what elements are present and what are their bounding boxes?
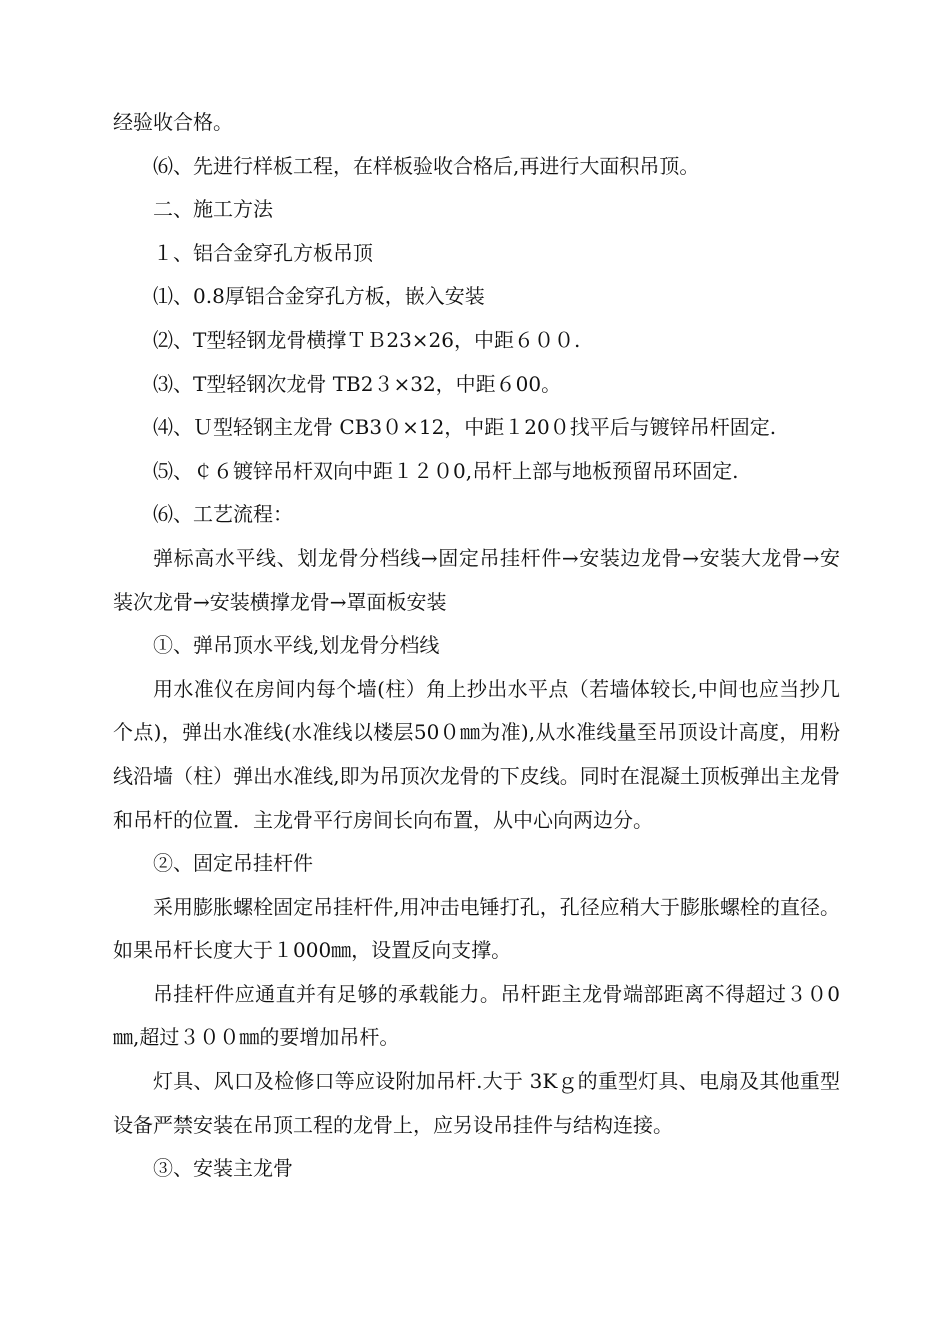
list-item-6: ⑹、工艺流程： [153, 502, 293, 527]
subsection-heading-aluminum-ceiling: １、铝合金穿孔方板吊顶 [153, 240, 373, 265]
list-item-5: ⑸、￠６镀锌吊杆双向中距１２０0,吊杆上部与地板预留吊环固定. [153, 458, 739, 483]
paragraph-sample-project: ⑹、先进行样板工程，在样板验收合格后,再进行大面积吊顶。 [153, 153, 700, 178]
step-body-2a: 采用膨胀螺栓固定吊挂杆件,用冲击电锤打孔，孔径应稍大于膨胀螺栓的直径。如果吊杆长度大于１000㎜，设置反向支撑。 [113, 894, 840, 963]
step-body-2c: 灯具、风口及检修口等应设附加吊杆.大于 3Kｇ的重型灯具、电扇及其他重型设备严禁安装在吊顶工程的龙骨上，应另设吊挂件与结构连接。 [113, 1069, 840, 1137]
step-heading-1: ①、弹吊顶水平线,划龙骨分档线 [153, 633, 440, 658]
step-body-1: 用水准仪在房间内每个墙(柱）角上抄出水平点（若墙体较长,中间也应当抄几个点)，弹出水准线(水准线以楼层50０㎜为准),从水准线量至吊顶设计高度，用粉线沿墙（柱）弹出水准线,即为吊顶次龙骨的下皮线。同时在混凝土顶板弹出主龙骨和吊杆的位置．主龙骨平行房间长向布置，从中心向两边分。 [113, 676, 840, 832]
paragraph-acceptance: 经验收合格。 [113, 110, 233, 134]
list-item-3: ⑶、T型轻钢次龙骨 TB2３×32，中距６00。 [153, 371, 562, 396]
list-item-4: ⑷、Ｕ型轻钢主龙骨 CB3０×12，中距１20０找平后与镀锌吊杆固定. [153, 415, 777, 440]
process-flow: 弹标高水平线、划龙骨分档线→固定吊挂杆件→安装边龙骨→安装大龙骨→安装次龙骨→安装横撑龙骨→罩面板安装 [113, 545, 840, 614]
step-body-2b: 吊挂杆件应通直并有足够的承载能力。吊杆距主龙骨端部距离不得超过３０0㎜,超过３００㎜的要增加吊杆。 [113, 981, 840, 1050]
step-heading-3: ③、安装主龙骨 [153, 1156, 293, 1181]
document-body [113, 101, 840, 1191]
step-heading-2: ②、固定吊挂杆件 [153, 851, 313, 876]
list-item-1: ⑴、0.8厚铝合金穿孔方板，嵌入安装 [153, 284, 485, 309]
list-item-2: ⑵、T型轻钢龙骨横撑ＴＢ23×26，中距６００. [153, 327, 581, 352]
section-heading-construction-method: 二、施工方法 [153, 197, 273, 222]
